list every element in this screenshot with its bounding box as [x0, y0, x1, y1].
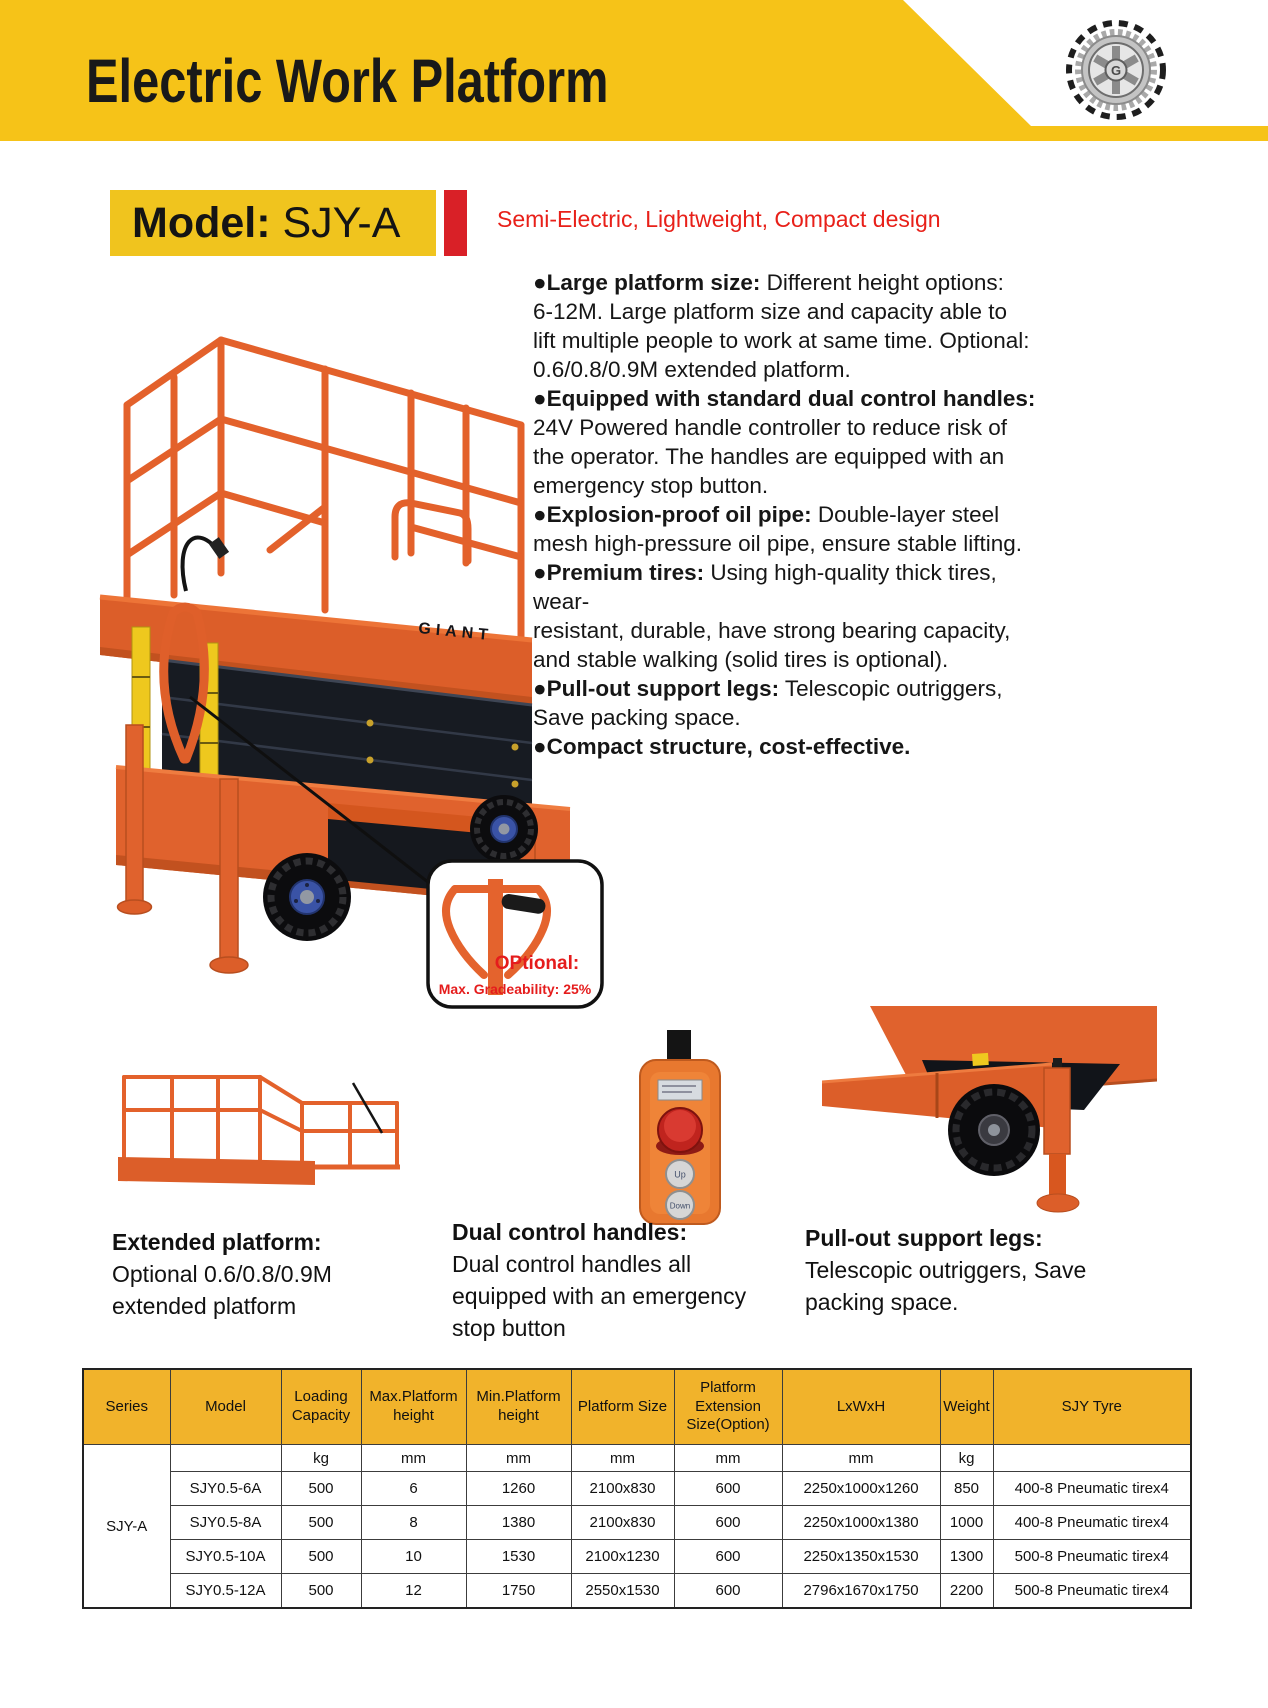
spec-cell: 500	[281, 1472, 361, 1506]
rear-wheel	[470, 795, 538, 863]
control-handle-image	[588, 1028, 768, 1228]
support-legs-image	[822, 1002, 1157, 1222]
spec-cell: SJY0.5-10A	[170, 1540, 281, 1574]
unit-cell: mm	[361, 1445, 466, 1472]
spec-cell: 1000	[940, 1506, 993, 1540]
controller-cable	[667, 1030, 691, 1064]
page-title: Electric Work Platform	[86, 47, 609, 115]
feature-lead: ●Equipped with standard dual control handles:	[533, 386, 1036, 411]
optional-handle-callout	[428, 861, 602, 1007]
caption-control-handles: Dual control handles: Dual control handles all equipped with an emergency stop button	[452, 1219, 747, 1341]
brand-text: GIANT	[417, 620, 494, 645]
feature-lead: ●Premium tires:	[533, 560, 705, 585]
spec-cell: 1380	[466, 1506, 571, 1540]
spec-cell: 1530	[466, 1540, 571, 1574]
spec-cell: SJY0.5-12A	[170, 1574, 281, 1609]
spec-cell: 2250x1000x1380	[782, 1506, 940, 1540]
caption-extended-platform: Extended platform: Optional 0.6/0.8/0.9M extended platform	[112, 1229, 332, 1319]
feature-lead: ●Large platform size:	[533, 270, 761, 295]
spec-cell: 2550x1530	[571, 1574, 674, 1609]
caption-support-legs: Pull-out support legs: Telescopic outriggers, Save packing space.	[805, 1225, 1087, 1315]
scissor-lift-product-image	[70, 295, 610, 1020]
feature-lead: ●Pull-out support legs:	[533, 676, 780, 701]
feature-item: ●Explosion-proof oil pipe: Double-layer steel mesh high-pressure oil pipe, ensure stable lifting.	[533, 502, 1023, 556]
column-header: Loading Capacity	[281, 1369, 361, 1445]
unit-cell: mm	[782, 1445, 940, 1472]
spec-cell: 10	[361, 1540, 466, 1574]
model-label: Model:	[132, 199, 271, 247]
table-row	[83, 1540, 1191, 1574]
spec-cell: 2250x1000x1260	[782, 1472, 940, 1506]
red-accent-bar	[444, 190, 467, 256]
spec-cell: 1750	[466, 1574, 571, 1609]
warning-sticker	[972, 1053, 989, 1066]
spec-cell: 1260	[466, 1472, 571, 1506]
spec-cell: 600	[674, 1574, 782, 1609]
spec-cell: 6	[361, 1472, 466, 1506]
feature-item	[533, 732, 1185, 761]
spec-cell: 400-8 Pneumatic tirex4	[993, 1506, 1191, 1540]
series-cell: SJY-A	[83, 1445, 170, 1609]
model-value: SJY-A	[270, 199, 401, 247]
company-gear-logo-icon	[1060, 14, 1172, 126]
model-subtitle: Semi-Electric, Lightweight, Compact design	[497, 206, 941, 232]
column-header: Series	[83, 1369, 170, 1445]
spec-cell: 850	[940, 1472, 993, 1506]
guardrail-cage	[127, 340, 521, 647]
logo-letter: G	[1110, 63, 1122, 78]
feature-item: ●Equipped with standard dual control handles: 24V Powered handle controller to reduce risk of the operator. The handles are equipped with an emergency stop button.	[533, 386, 1036, 498]
table-row	[83, 1506, 1191, 1540]
spec-cell: 2100x830	[571, 1506, 674, 1540]
units-row	[83, 1445, 1191, 1472]
unit-cell: mm	[466, 1445, 571, 1472]
spec-cell: 2100x1230	[571, 1540, 674, 1574]
spec-cell: 500	[281, 1540, 361, 1574]
spec-cell: 500	[281, 1506, 361, 1540]
feature-lead: ●Compact structure, cost-effective.	[533, 734, 911, 759]
spec-cell: SJY0.5-6A	[170, 1472, 281, 1506]
unit-cell: mm	[674, 1445, 782, 1472]
column-header: Platform Size	[571, 1369, 674, 1445]
spec-cell: 12	[361, 1574, 466, 1609]
column-header: SJY Tyre	[993, 1369, 1191, 1445]
feature-lead: ●Explosion-proof oil pipe:	[533, 502, 812, 527]
feature-item: ●Pull-out support legs: Telescopic outriggers, Save packing space.	[533, 676, 1003, 730]
column-header: LxWxH	[782, 1369, 940, 1445]
column-header: Max.Platform height	[361, 1369, 466, 1445]
spec-cell: 500-8 Pneumatic tirex4	[993, 1574, 1191, 1609]
column-header: Min.Platform height	[466, 1369, 571, 1445]
feature-item: ●Premium tires: Using high-quality thick tires, wear- resistant, durable, have strong bearing capacity, and stable walking (solid tires is optional).	[533, 560, 1011, 672]
model-label-box	[110, 190, 436, 256]
cable-connector	[209, 537, 229, 559]
column-header: Model	[170, 1369, 281, 1445]
svg-text:Down: Down	[669, 1201, 691, 1211]
feature-item: ●Large platform size: Different height options: 6-12M. Large platform size and capacity able to lift multiple people to work at same time. Optional: 0.6/0.8/0.9M extended platform.	[533, 270, 1030, 382]
spec-cell: 2200	[940, 1574, 993, 1609]
spec-table	[82, 1368, 1192, 1609]
extended-platform-image	[110, 1055, 410, 1195]
table-row	[83, 1574, 1191, 1609]
unit-cell: kg	[940, 1445, 993, 1472]
spec-cell: 500-8 Pneumatic tirex4	[993, 1540, 1191, 1574]
spec-cell: 600	[674, 1540, 782, 1574]
table-header-row	[83, 1369, 1191, 1445]
spec-cell: 1300	[940, 1540, 993, 1574]
thumb-wheel	[948, 1084, 1040, 1176]
column-header: Platform Extension Size(Option)	[674, 1369, 782, 1445]
front-wheel	[263, 853, 351, 941]
spec-cell: SJY0.5-8A	[170, 1506, 281, 1540]
column-header: Weight	[940, 1369, 993, 1445]
spec-cell: 600	[674, 1506, 782, 1540]
svg-text:Up: Up	[674, 1169, 686, 1180]
spec-cell: 2250x1350x1530	[782, 1540, 940, 1574]
callout-text-1: OPtional:	[494, 953, 580, 974]
unit-cell: kg	[281, 1445, 361, 1472]
spec-cell: 2796x1670x1750	[782, 1574, 940, 1609]
spec-cell: 500	[281, 1574, 361, 1609]
spec-cell: 8	[361, 1506, 466, 1540]
controller-label	[658, 1080, 702, 1100]
feature-list	[533, 268, 1185, 761]
spec-cell: 2100x830	[571, 1472, 674, 1506]
unit-cell: mm	[571, 1445, 674, 1472]
spec-cell: 400-8 Pneumatic tirex4	[993, 1472, 1191, 1506]
table-row	[83, 1472, 1191, 1506]
callout-text-2: Max. Gradeability: 25%	[438, 981, 592, 997]
spec-cell: 600	[674, 1472, 782, 1506]
